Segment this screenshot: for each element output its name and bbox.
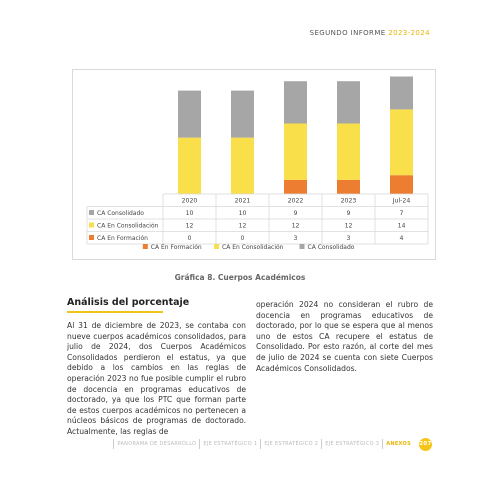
table-row-label: CA Consolidado xyxy=(97,210,144,217)
table-header-cell: Jul-24 xyxy=(392,197,411,205)
table-cell: 3 xyxy=(293,235,298,242)
report-title: SEGUNDO INFORME xyxy=(309,29,386,37)
table-cell: 9 xyxy=(293,210,298,217)
legend-swatch xyxy=(300,244,305,249)
legend-swatch xyxy=(214,244,219,249)
table-cell: 10 xyxy=(185,210,194,217)
table-row-label: CA En Consolidación xyxy=(97,222,159,230)
table-cell: 12 xyxy=(238,222,247,230)
bar-ca-en-consolidaci-n-1 xyxy=(231,138,254,194)
table-header-cell: 2023 xyxy=(340,197,357,205)
section-title: Análisis del porcentaje xyxy=(67,297,190,308)
bar-ca-consolidado-2 xyxy=(284,81,307,123)
bar-ca-en-consolidaci-n-3 xyxy=(337,124,360,180)
table-header-cell: 2021 xyxy=(234,197,251,205)
bar-ca-en-consolidaci-n-0 xyxy=(178,138,201,194)
footer-nav xyxy=(113,437,432,451)
chart-frame xyxy=(72,69,436,260)
table-cell: 3 xyxy=(346,235,351,242)
chart-caption: Gráfica 8. Cuerpos Académicos xyxy=(174,273,306,282)
legend-label: CA Consolidado xyxy=(307,244,355,251)
nav-panorama[interactable]: PANORAMA DE DESARROLLO xyxy=(113,439,199,449)
stacked-bar-chart xyxy=(73,70,437,261)
bar-ca-consolidado-1 xyxy=(231,91,254,138)
table-cell: 7 xyxy=(399,210,404,217)
bar-ca-en-formaci-n-4 xyxy=(390,175,413,194)
legend-key-swatch xyxy=(89,235,94,240)
table-row-label: CA En Formación xyxy=(97,235,148,242)
bar-ca-en-consolidaci-n-2 xyxy=(284,124,307,180)
table-cell: 0 xyxy=(187,235,192,242)
table-header-cell: 2022 xyxy=(287,197,304,205)
table-cell: 4 xyxy=(399,235,404,242)
nav-anexos[interactable]: ANEXOS xyxy=(382,439,414,449)
bar-ca-consolidado-0 xyxy=(178,91,201,138)
table-cell: 9 xyxy=(346,210,351,217)
table-cell: 14 xyxy=(397,222,406,230)
bar-ca-en-formaci-n-2 xyxy=(284,180,307,194)
legend-key-swatch xyxy=(89,210,94,215)
table-cell: 10 xyxy=(238,210,247,217)
title-underline xyxy=(67,311,163,313)
table-cell: 12 xyxy=(344,222,353,230)
page-number-badge: 207 xyxy=(419,438,432,451)
table-cell: 0 xyxy=(240,235,245,242)
report-header xyxy=(310,29,430,37)
nav-eje-3[interactable]: EJE ESTRATÉGICO 3 xyxy=(321,439,382,449)
body-text-right: operación 2024 no consideran el rubro de docencia en programas educativos de doctorado, por lo que se espera que al menos uno de estos CA recupere el estatus de Consolidado. Por esto razón, al corte del mes de julio de 2024 se cuenta con siete Cuerpos Académicos Consolidados. xyxy=(256,300,433,373)
legend-swatch xyxy=(143,244,148,249)
legend-label: CA En Consolidación xyxy=(222,244,284,251)
report-years: 2023-2024 xyxy=(388,29,430,37)
body-text-left: Al 31 de diciembre de 2023, se contaba con nueve cuerpos académicos consolidados, para julio de 2024, dos Cuerpos Académicos Consolidados perdieron el estatus, ya que debido a los cambios en las reglas de operación 2023 no fue posible cumplir el rubro de docencia en programas educativos de doctorado, ya que los PTC que forman parte de estos cuerpos académicos no pertenecen a núcleos básicos de programas de doctorado. Actualmente, las reglas de xyxy=(67,321,246,436)
nav-eje-1[interactable]: EJE ESTRATÉGICO 1 xyxy=(199,439,260,449)
bar-ca-en-formaci-n-3 xyxy=(337,180,360,194)
table-cell: 12 xyxy=(291,222,300,230)
bar-ca-consolidado-4 xyxy=(390,77,413,110)
table-cell: 12 xyxy=(185,222,194,230)
legend-key-swatch xyxy=(89,223,94,228)
table-header-cell: 2020 xyxy=(181,197,198,205)
bar-ca-en-consolidaci-n-4 xyxy=(390,109,413,175)
legend-label: CA En Formación xyxy=(150,244,202,251)
bar-ca-consolidado-3 xyxy=(337,81,360,123)
nav-eje-2[interactable]: EJE ESTRATÉGICO 2 xyxy=(260,439,321,449)
